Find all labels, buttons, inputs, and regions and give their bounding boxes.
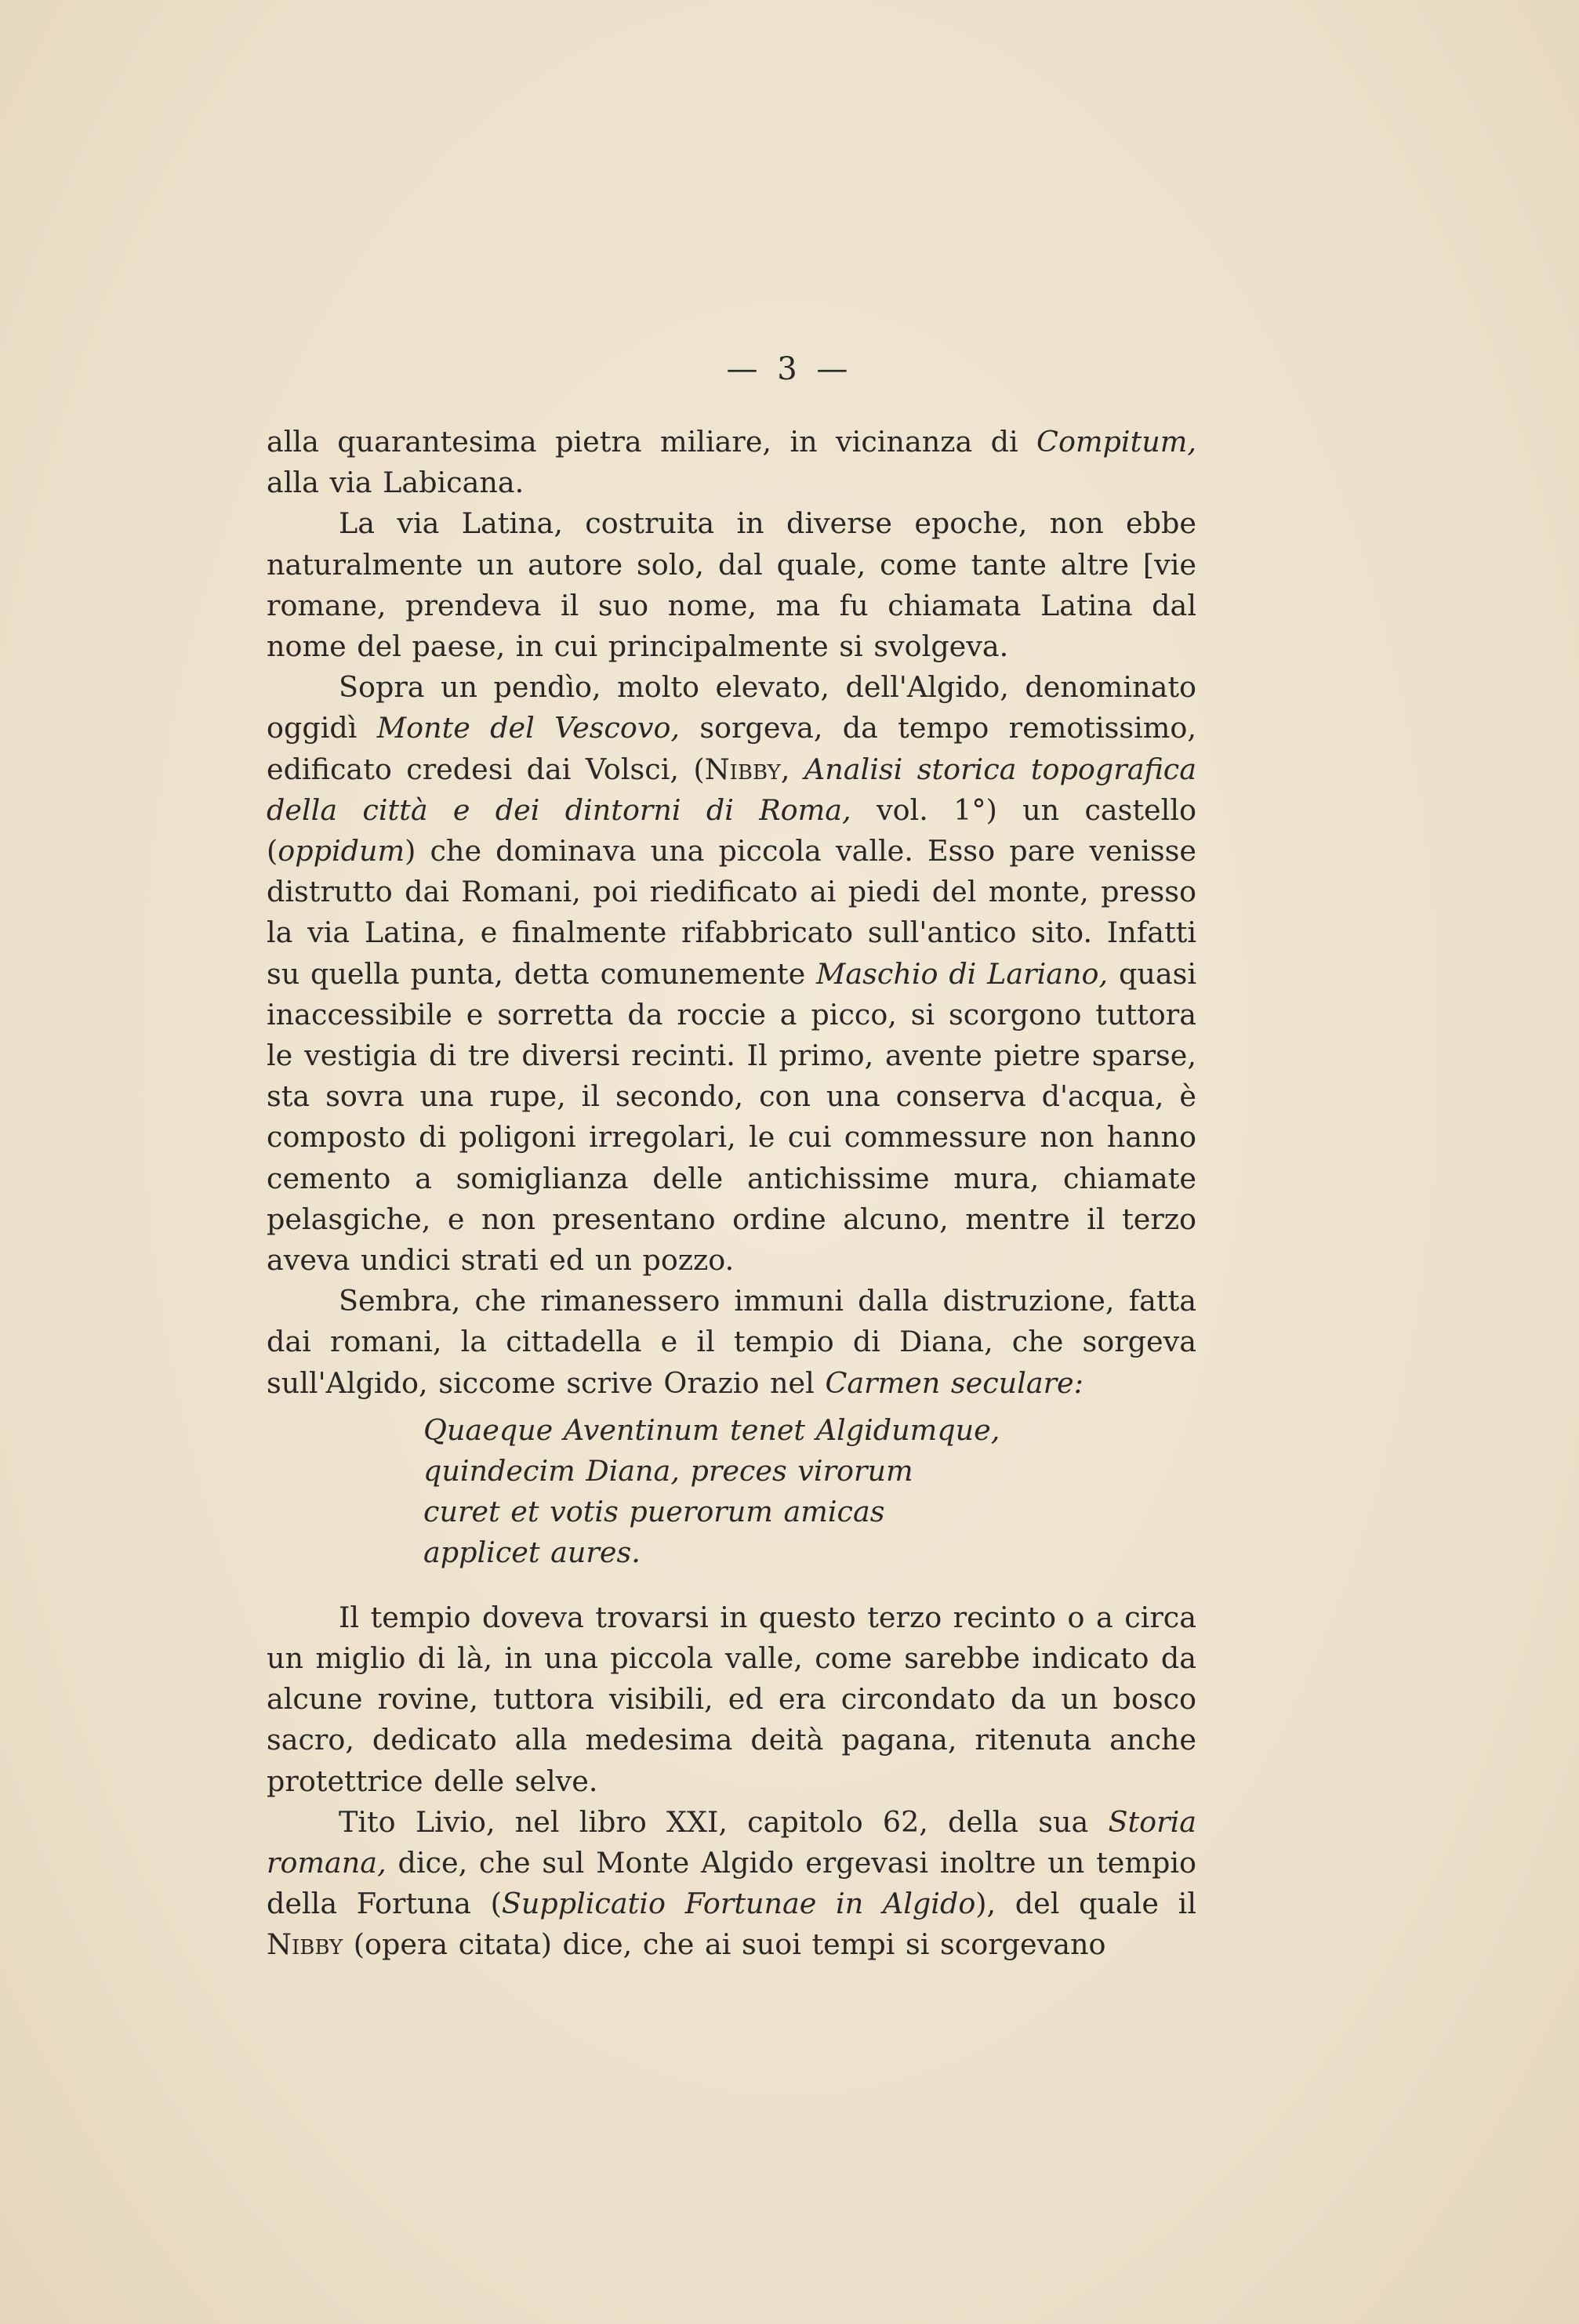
verse-line: curet et votis puerorum amicas [423,1495,885,1529]
small-caps-name: Nibby [267,1927,343,1962]
italic-text: Carmen seculare: [825,1365,1084,1400]
paragraph [267,503,1196,667]
verse-line: Quaeque Aventinum tenet Algidumque, [423,1412,1000,1447]
verse-quotation [423,1410,1196,1574]
italic-text: Analisi storica topografica della città e dei dintorni di Roma, [267,752,1196,827]
paragraph [267,667,1196,1281]
text-run: Tito Livio, nel libro XXI, capitolo 62, della sua [339,1804,1109,1839]
text-run: Sopra un pendìo, molto elevato, dell'Algido, denominato oggidì [267,670,1196,745]
text-run: (opera citata) dice, che ai suoi tempi si scorgevano [343,1927,1106,1962]
page-number: — 3 — [726,351,853,387]
text-run: ) che dominava una piccola valle. Esso pare venisse distrutto dai Romani, poi riedificato ai piedi del monte, presso la via Latina, e finalmente rifabbricato sull'antico sito. Infatti su quella punta, detta comunemente [267,834,1196,991]
italic-text: oppidum [278,834,405,868]
paragraph [267,1597,1196,1802]
text-run: sorgeva, da tempo remotissimo, edificato credesi dai Volsci, ( [267,711,1196,786]
text-run: Sembra, che rimanessero immuni dalla distruzione, fatta dai romani, la cittadella e il tempio di Diana, che sorgeva sull'Algido, siccome scrive Orazio nel [267,1284,1196,1400]
verse-line: applicet aures. [423,1535,641,1570]
text-run: La via Latina, costruita in diverse epoche, non ebbe naturalmente un autore solo, dal quale, come tante altre [vie romane, prendeva il suo nome, ma fu chiamata Latina dal nome del paese, in cui principalmente si svolgeva. [267,506,1196,664]
italic-text: Maschio di Lariano, [816,956,1109,991]
paragraph [267,1802,1196,1966]
text-run: alla via Labicana. [267,466,525,500]
text-run: ), del quale il [975,1887,1196,1921]
italic-text: Compitum, [1036,425,1196,459]
text-run: quasi inaccessibile e sorretta da roccie a picco, si scorgono tuttora le vestigia di tre diversi recinti. Il primo, avente pietre sparse, sta sovra una rupe, il secondo, con una conserva d'acqua, è composto di poligoni irregolari, le cui commessure non hanno cemento a somiglianza delle antichissime mura, chiamate pelasgiche, e non presentano ordine alcuno, mentre il terzo aveva undici strati ed un pozzo. [267,956,1196,1278]
body-text [267,422,1196,1966]
text-run: vol. 1°) un castello ( [267,792,1196,868]
italic-text: Supplicatio Fortunae in Algido [501,1887,976,1921]
text-run: Il tempio doveva trovarsi in questo terzo recinto o a circa un miglio di là, in una piccola valle, come sarebbe indicato da alcune rovine, tuttora visibili, ed era circondato da un bosco sacro, dedicato alla medesima deità pagana, ritenuta anche protettrice delle selve. [267,1600,1196,1798]
verse-line: quindecim Diana, preces virorum [423,1454,913,1488]
text-run: dice, che sul Monte Algido ergevasi inoltre un tempio della Fortuna ( [267,1845,1196,1921]
paragraph [267,1281,1196,1404]
italic-text: Monte del Vescovo, [376,711,681,745]
italic-text: Storia romana, [267,1804,1196,1880]
text-run [790,752,804,786]
small-caps-name: Nibby, [704,752,790,786]
paragraph [267,422,1196,503]
text-run: alla quarantesima pietra miliare, in vicinanza di [267,425,1037,459]
